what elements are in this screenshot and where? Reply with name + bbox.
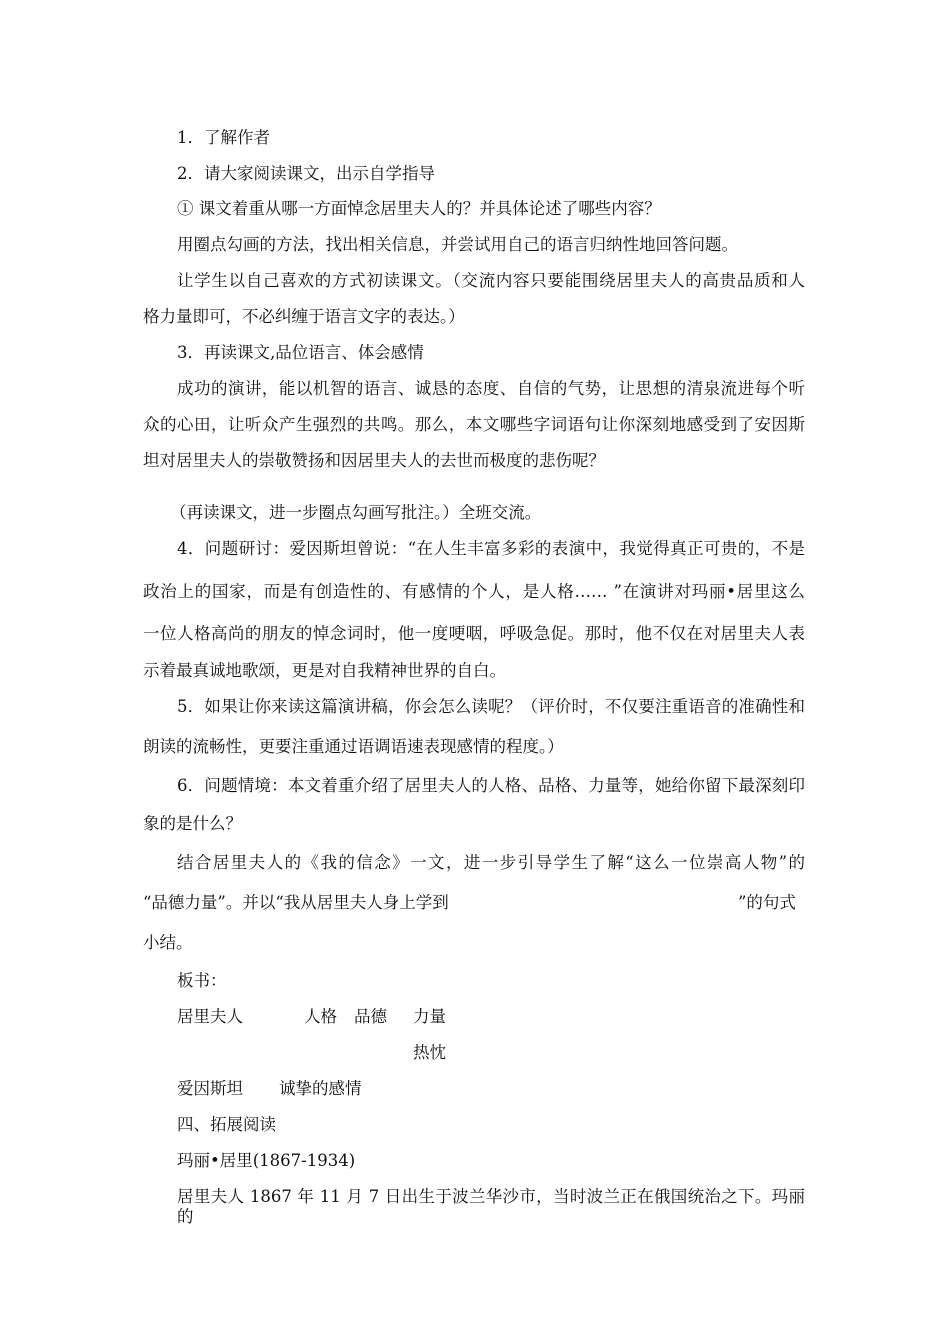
board-morality: 品德 <box>354 1007 387 1026</box>
line-1: 1．了解作者 <box>177 128 270 147</box>
line-15: 示着最真诚地歌颂，更是对自我精神世界的自白。 <box>143 661 506 680</box>
line-5: 让学生以自己喜欢的方式初读课文。（交流内容只要能围绕居里夫人的高贵品质和人 <box>177 271 805 290</box>
line-21b: ”的句式 <box>738 893 796 912</box>
line-13: 政治上的国家，而是有创造性的、有感情的个人，是人格…… ”在演讲对玛丽•居里这么 <box>143 582 805 601</box>
board-heading: 板书： <box>177 971 227 990</box>
board-personality: 人格 <box>304 1007 337 1026</box>
line-18: 6．问题情境：本文着重介绍了居里夫人的人格、品格、力量等，她给你留下最深刻印 <box>177 776 805 795</box>
line-12: 4．问题研讨：爱因斯坦曾说：“在人生丰富多彩的表演中，我觉得真正可贵的，不是 <box>177 539 805 558</box>
line-6: 格力量即可，不必纠缠于语言文字的表达。） <box>143 307 465 326</box>
board-curie: 居里夫人 <box>177 1007 243 1026</box>
line-9: 众的心田，让听众产生强烈的共鸣。那么，本文哪些字词语句让你深刻地感受到了安因斯 <box>143 415 805 434</box>
line-14: 一位人格高尚的朋友的悼念词时，他一度哽咽，呼吸急促。那时，他不仅在对居里夫人表 <box>143 624 805 643</box>
line-2: 2．请大家阅读课文，出示自学指导 <box>177 164 435 183</box>
bio-line: 居里夫人 1867 年 11 月 7 日出生于波兰华沙市，当时波兰正在俄国统治之下。玛丽的 <box>177 1187 805 1226</box>
bio-heading: 玛丽•居里(1867-1934) <box>177 1151 356 1170</box>
line-3: ① 课文着重从哪一方面悼念居里夫人的？并具体论述了哪些内容？ <box>177 199 661 218</box>
line-8: 成功的演讲，能以机智的语言、诚恳的态度、自信的气势，让思想的清泉流进每个听 <box>177 379 805 398</box>
line-17: 朗读的流畅性，更要注重通过语调语速表现感情的程度。） <box>143 737 564 756</box>
line-11: （再读课文，进一步圈点勾画写批注。）全班交流。 <box>170 503 542 522</box>
line-4: 用圈点勾画的方法，找出相关信息，并尝试用自己的语言归纳性地回答问题。 <box>177 235 738 254</box>
board-passion: 热忱 <box>413 1043 446 1062</box>
section-heading: 四、拓展阅读 <box>177 1115 276 1134</box>
line-21a: “品德力量”。并以“我从居里夫人身上学到 <box>143 893 449 912</box>
line-7: 3．再读课文,品位语言、体会感情 <box>177 343 424 362</box>
board-strength: 力量 <box>413 1007 446 1026</box>
line-20: 结合居里夫人的《我的信念》一文，进一步引导学生了解“这么一位崇高人物”的 <box>177 853 805 872</box>
board-sincere-feeling: 诚挚的感情 <box>279 1079 362 1098</box>
line-19: 象的是什么？ <box>143 814 242 833</box>
line-22: 小结。 <box>143 933 193 952</box>
line-10: 坦对居里夫人的崇敬赞扬和因居里夫人的去世而极度的悲伤呢？ <box>143 451 605 470</box>
board-einstein: 爱因斯坦 <box>177 1079 243 1098</box>
line-16: 5．如果让你来读这篇演讲稿，你会怎么读呢？（评价时，不仅要注重语音的准确性和 <box>177 697 805 716</box>
